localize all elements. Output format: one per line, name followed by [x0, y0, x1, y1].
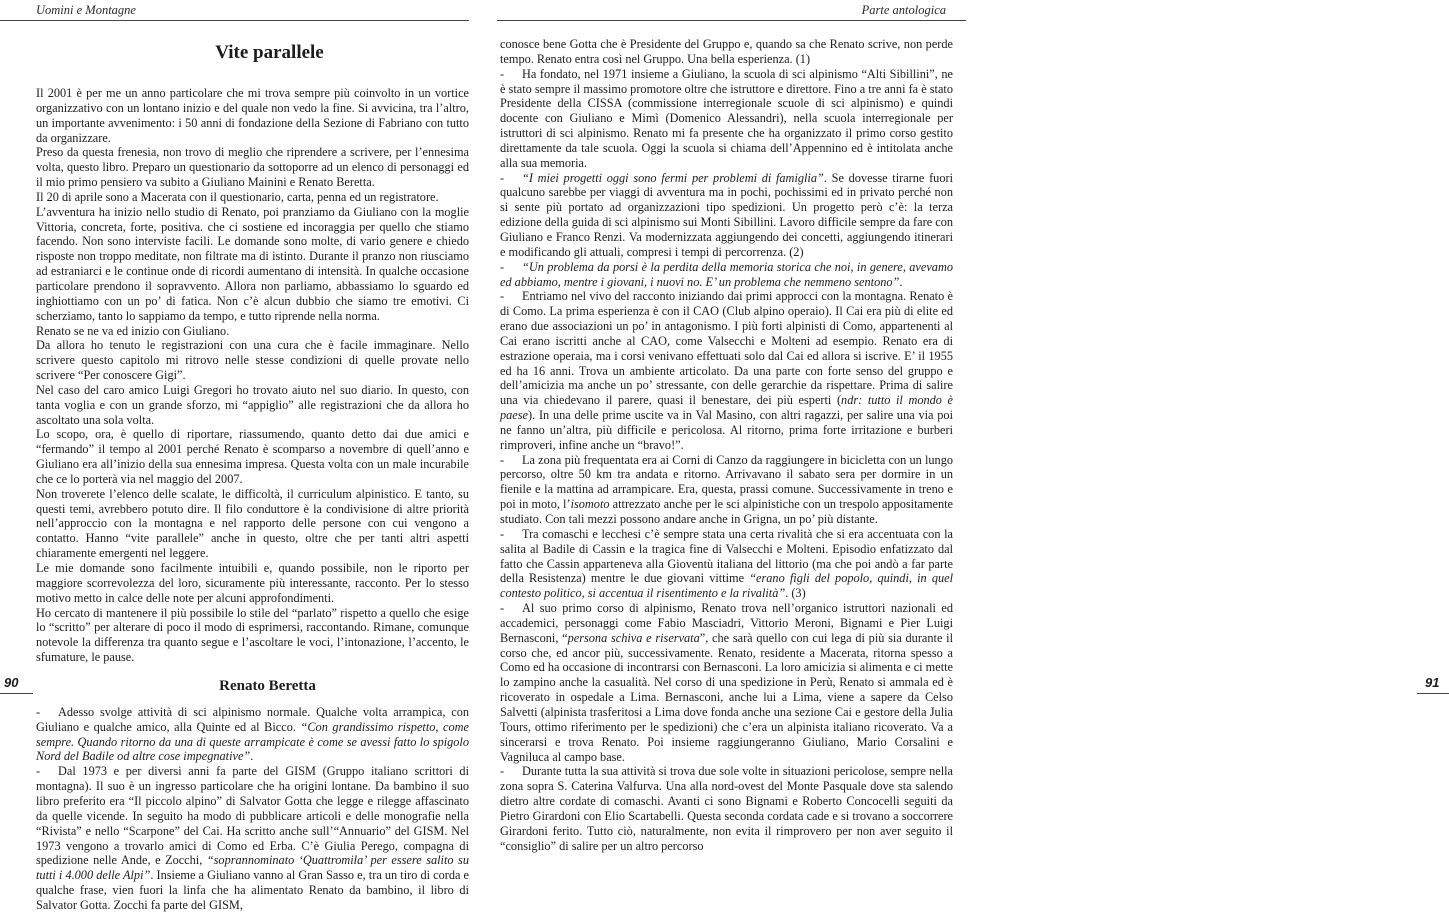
quote: ndr: tutto il mondo è paese — [500, 393, 953, 423]
quote: “Con grandissimo rispetto, come sempre. Quando ritorno da una di queste arrampicate è come se avessi fatto lo spigolo Nord del Badile od altre cose impegnative” — [36, 719, 469, 764]
quote: “soprannominato ‘Quattromila’ per essere salito su tutti i 4.000 delle Alpi” — [36, 853, 469, 883]
quote: “Un problema da porsi è la perdita della memoria storica che noi, in genere, avevamo ed abbiamo, mentre i giovani, i nuovi no. E’ un problema che nemmeno sentono” — [500, 259, 953, 289]
right-page-body — [500, 37, 953, 853]
dash-bullet: - — [500, 764, 505, 779]
list-item: - Dal 1973 e per diversi anni fa parte del GISM (Gruppo italiano scrittori di montagna). Il suo è un ingresso particolare che ha origini lontane. Da bambino il suo libro preferito era “Il piccolo alpino” di Salvator Gotta che legge e rilegge affascinato da quelle vicende. In seguito ha modo di pubblicare articoli e delle monografie nella “Rivista” e nello “Scarpone” del Cai. Ha scritto anche sull’“Annuario” del GISM. Nel 1973 vengono a trovarlo amici di Como ed Erba. C’è Giulia Perego, compagna di spedizione nelle Ande, e Zocchi, “soprannominato ‘Quattromila’ per essere salito su tutti i 4.000 delle Alpi”. Insieme a Giuliano vanno al Gran Sasso e, tra un tiro di corda e qualche frase, vien fuori la linfa che ha alimentato Renato da bambino, il libro di Salvator Gotta. Zocchi fa parte del GISM, — [36, 764, 470, 912]
list-item: - Tra comaschi e lecchesi c’è sempre stata una certa rivalità che si era accentuata con la salita al Badile di Cassin e la tragica fine di Valsecchi e Molteni. Episodio enfatizzato dal fatto che Cassin apparteneva alla Gioventù italiana del littorio (ma che poi andò a far parte della Resistenza) mentre le due giovani vittime “erano figli del popolo, quindi, in quel contesto politico, si accentua il risentimento e la rivalità”. (3) — [500, 526, 954, 601]
paragraph: conosce bene Gotta che è Presidente del Gruppo e, quando sa che Renato scrive, non perde tempo. Renato entra così nel Gruppo. Una bella esperienza. (1) — [500, 37, 953, 66]
list-item: - Adesso svolge attività di sci alpinismo normale. Qualche volta arrampica, con Giuliano e qualche amico, alla Quinte ed al Bicco. “Con grandissimo rispetto, come sempre. Quando ritorno da una di queste arrampicate è come se avessi fatto lo spigolo Nord del Badile od altre cose impegnative”. — [36, 704, 469, 764]
page-number-rule-right — [1417, 693, 1449, 694]
paragraph: Non troverete l’elenco delle scalate, le difficoltà, il curriculum alpinistico. E tanto, su questi temi, avrebbero potuto dire. Il filo conduttore è la condivisione di altre priorità nell’approccio con la montagna e nel rapporto delle persone con cui vengono a contatto. Hanno “vite parallele” anche in questo, oltre che per tanti altri aspetti chiaramente emergenti nel leggere. — [36, 486, 469, 561]
paragraph: L’avventura ha inizio nello studio di Renato, poi pranziamo da Giuliano con la moglie Vittoria, concreta, forte, positiva. che ci sostiene ed incoraggia per quello che stiamo facendo. Non sono interviste facili. Le domande sono molte, di vario genere e chiedo risposte non troppo meditate, non filtrate ma di istinto. Durante il pranzo non riusciamo ad estraniarci e le continue onde di ricordi aumentano di intensità. In qualche occasione particolare prendono il sopravvento. Allora non parliamo, abbassiamo lo sguardo ed inghiottiamo con un po’ di fatica. Non c’è alcun dubbio che siamo tre emotivi. Ci scherziamo, tanto lo sappiamo da tempo, e tutto riprende nella norma. — [36, 204, 469, 323]
list-item: - Durante tutta la sua attività si trova due sole volte in situazioni pericolose, sempre nella zona sopra S. Caterina Valfurva. Una alla nord-ovest del Monte Pasquale dove sta salendo dietro altre cordate di comaschi. Avanti ci sono Bignami e Roberto Concocelli seguiti da Pietro Girardoni con Elio Scartabelli. Questa seconda cordata cade e si trovano a soccorrere Girardoni ferito. Tutto ciò, naturalmente, non evita il rimprovero per non aver seguito il “consiglio” di salire per un altro percorso — [500, 764, 953, 853]
chapter-title: Vite parallele — [215, 42, 324, 63]
list-item: - La zona più frequentata era ai Corni di Canzo da raggiungere in bicicletta con un lungo percorso, oltre 50 km tra andata e ritorno. Arrivavano il sabato sera per dormire in un fienile e la mattina ad arrampicare. Era, questa, prassi comune. Successivamente in treno e poi in moto, l’isomoto attrezzato anche per le sci alpinistiche con un trespolo appositamente studiato. Con tali mezzi possono andare anche in Grigna, un po’ più distante. — [500, 452, 954, 526]
paragraph: Le mie domande sono facilmente intuibili e, quando possibile, non le riporto per maggiore scorrevolezza del loro, sicuramente più interessante, racconto. Per lo stesso motivo metto in calce delle note per alcuni approfondimenti. — [36, 561, 469, 605]
page-number-rule-left — [0, 693, 33, 694]
dash-bullet: - — [500, 66, 505, 81]
list-item: - Al suo primo corso di alpinismo, Renato trova nell’organico istruttori nazionali ed accademici, personaggi come Fabio Masciadri, Vittorio Meroni, Bignami e Pier Luigi Bernasconi, “persona schiva e riservata”, che sarà quello con cui lega di più sia durante il corso che, ed ancor più, successivamente. Renato, residente a Macerata, ritorna spesso a Como ed ha occasione di incontrarsi con Bernasconi. La loro amicizia si alimenta e ci mette lo zampino anche la casualità. Nel corso di una spedizione in Perù, Renato si ammala ed è ricoverato in ospedale a Lima. Bernasconi, anche lui a Lima, viene a sapere da Celso Salvetti (alpinista trasferitosi a Lima dove fonda anche una sezione Cai e gestore della Julia Tours, ottimo riferimento per le spedizioni) che c’era un alpinista italiano ricoverato. Va a sincerarsi e trova Renato. Poi insieme raggiungeranno Giuliano, Mario Corsalini e Vagniluca al campo base. — [500, 601, 953, 764]
paragraph: Renato se ne va ed inizio con Giuliano. — [36, 323, 230, 338]
dash-bullet: - — [500, 601, 505, 616]
dash-bullet: - — [36, 764, 41, 779]
quote: isomoto — [570, 497, 610, 512]
paragraph: Il 20 di aprile sono a Macerata con il questionario, carta, penna ed un registratore. — [36, 189, 439, 204]
list-item: - Entriamo nel vivo del racconto iniziando dai primi approcci con la montagna. Renato è di Como. La prima esperienza è con il CAO (Club alpino operaio). Il Cai era più di elite ed erano due associazioni un po’ in antagonismo. I più forti alpinisti di Como, appartenenti al Cai erano iscritti anche al CAO, come Valsecchi e Molteni ad esempio. Renato era di estrazione operaia, ma i corsi venivano effettuati solo dal Cai ed allora si iscrive. E’ il 1955 ed ha 16 anni. Trova un ambiente articolato. Da una parte con forte senso del gruppo e dell’amicizia ma anche un po’ stressante, con delle gerarchie da rispettare. Prima di salire una via chiedevano il parere, quasi il benestare, dei più esperti (ndr: tutto il mondo è paese). In una delle prime uscite va in Val Masino, con altri ragazzi, per salire una via poi ne fanno un’altra, più difficile e pericolosa. Al ritorno, prima forte irritazione e burberi rimproveri, infine anche un “bravo!”. — [500, 289, 953, 452]
section-title: Renato Beretta — [219, 677, 316, 694]
header-rule-left — [0, 20, 469, 21]
list-item: - Ha fondato, nel 1971 insieme a Giuliano, la scuola di sci alpinismo “Alti Sibillini”, ne è stato sempre il massimo promotore oltre che istruttore e direttore. Fino a tre anni fa è stato Presidente della CISSA (commissione interregionale scuole di sci alpinismo) e quindi docente con Giuliano e Mimì (Domenico Alessandri), nella scuola interregionale per istruttori di sci alpinismo. Renato mi fa presente che ha organizzato il primo corso gestito direttamente da tale scuola. Oggi la scuola si chiama dell’Appennino ed è intitolata anche alla sua memoria. — [500, 66, 953, 170]
quote: “erano figli del popolo, quindi, in quel contesto politico, si accentua il risentimento e la rivalità” — [500, 571, 954, 601]
paragraph: Nel caso del caro amico Luigi Gregori ho trovato aiuto nel suo diario. In questo, con tanta voglia e con un grande sforzo, mi “appiglio” alle registrazioni che da allora ho ascoltato una sola volta. — [36, 382, 469, 427]
left-page-body — [36, 38, 469, 913]
paragraph: Preso da questa frenesia, non trovo di meglio che riprendere a scrivere, per l’ennesima volta, questo libro. Preparo un questionario da sottoporre ad un elenco di personaggi ed il mio primo pensiero va subito a Giuliano Mainini e Renato Beretta. — [36, 145, 469, 190]
page-number-left: 90 — [4, 675, 19, 690]
dash-bullet: - — [500, 289, 505, 304]
dash-bullet: - — [500, 526, 505, 541]
header-rule-right — [497, 20, 966, 21]
paragraph: Il 2001 è per me un anno particolare che mi trova sempre più coinvolto in un vortice organizzativo con un lontano inizio e del quale non vedo la fine. Si avvicina, tra l’altro, un importante avvenimento: i 50 anni di fondazione della Sezione di Fabriano con tutto da organizzare. — [36, 86, 469, 145]
dash-bullet: - — [500, 170, 505, 185]
paragraph: Da allora ho tenuto le registrazioni con una cura che è facile immaginare. Nello scrivere questo capitolo mi ritrovo nelle stesse condizioni di quelle provate nello scrivere “Per conoscere Gigi”. — [36, 338, 469, 383]
dash-bullet: - — [500, 452, 505, 467]
quote: persona schiva e riservata — [567, 630, 700, 645]
list-item: - “Un problema da porsi è la perdita della memoria storica che noi, in genere, avevamo ed abbiamo, mentre i giovani, i nuovi no. E’ un problema che nemmeno sentono”. — [500, 259, 953, 289]
paragraph: Lo scopo, ora, è quello di riportare, riassumendo, quanto detto dai due amici e “fermando” il tempo al 2001 perché Renato è scomparso a novembre di quell’anno e Giuliano era all’inizio della sua ennesima impresa. Questa volta con un male incurabile che ce lo porterà via nel maggio del 2007. — [36, 427, 469, 486]
dash-bullet: - — [36, 704, 41, 719]
right-page — [483, 0, 1440, 853]
running-head-right: Parte antologica — [861, 3, 946, 17]
quote: “I miei progetti oggi sono fermi per problemi di famiglia” — [522, 170, 824, 185]
dash-bullet: - — [500, 259, 505, 274]
list-item: - “I miei progetti oggi sono fermi per problemi di famiglia”. Se dovesse tirarne fuori qualcuno sarebbe per viaggi di avventura ma in pochi, pochissimi ed in privato perché non si sente più portato ad organizzazioni tipo spedizioni. Un progetto però c’è: la terza edizione della guida di sci alpinismo sui Monti Sibillini. Lavoro difficile sempre da fare con Giuliano e Franco Renzi. Va modernizzata aggiungendo dei concetti, aggiungendo itinerari e modificando gli attuali, compresi i tempi di percorrenza. (2) — [500, 170, 953, 259]
running-head-left: Uomini e Montagne — [36, 3, 136, 17]
page-number-right: 91 — [1425, 675, 1440, 690]
left-page — [0, 0, 483, 912]
paragraph: Ho cercato di mantenere il più possibile lo stile del “parlato” rispetto a quello che esige lo “scritto” per alterare di poco il modo di esprimersi, raccontando. Rimane, comunque notevole la differenza tra quanto segue e l’ascoltare le voci, l’intonazione, l’accento, le sfumature, le pause. — [36, 605, 469, 665]
